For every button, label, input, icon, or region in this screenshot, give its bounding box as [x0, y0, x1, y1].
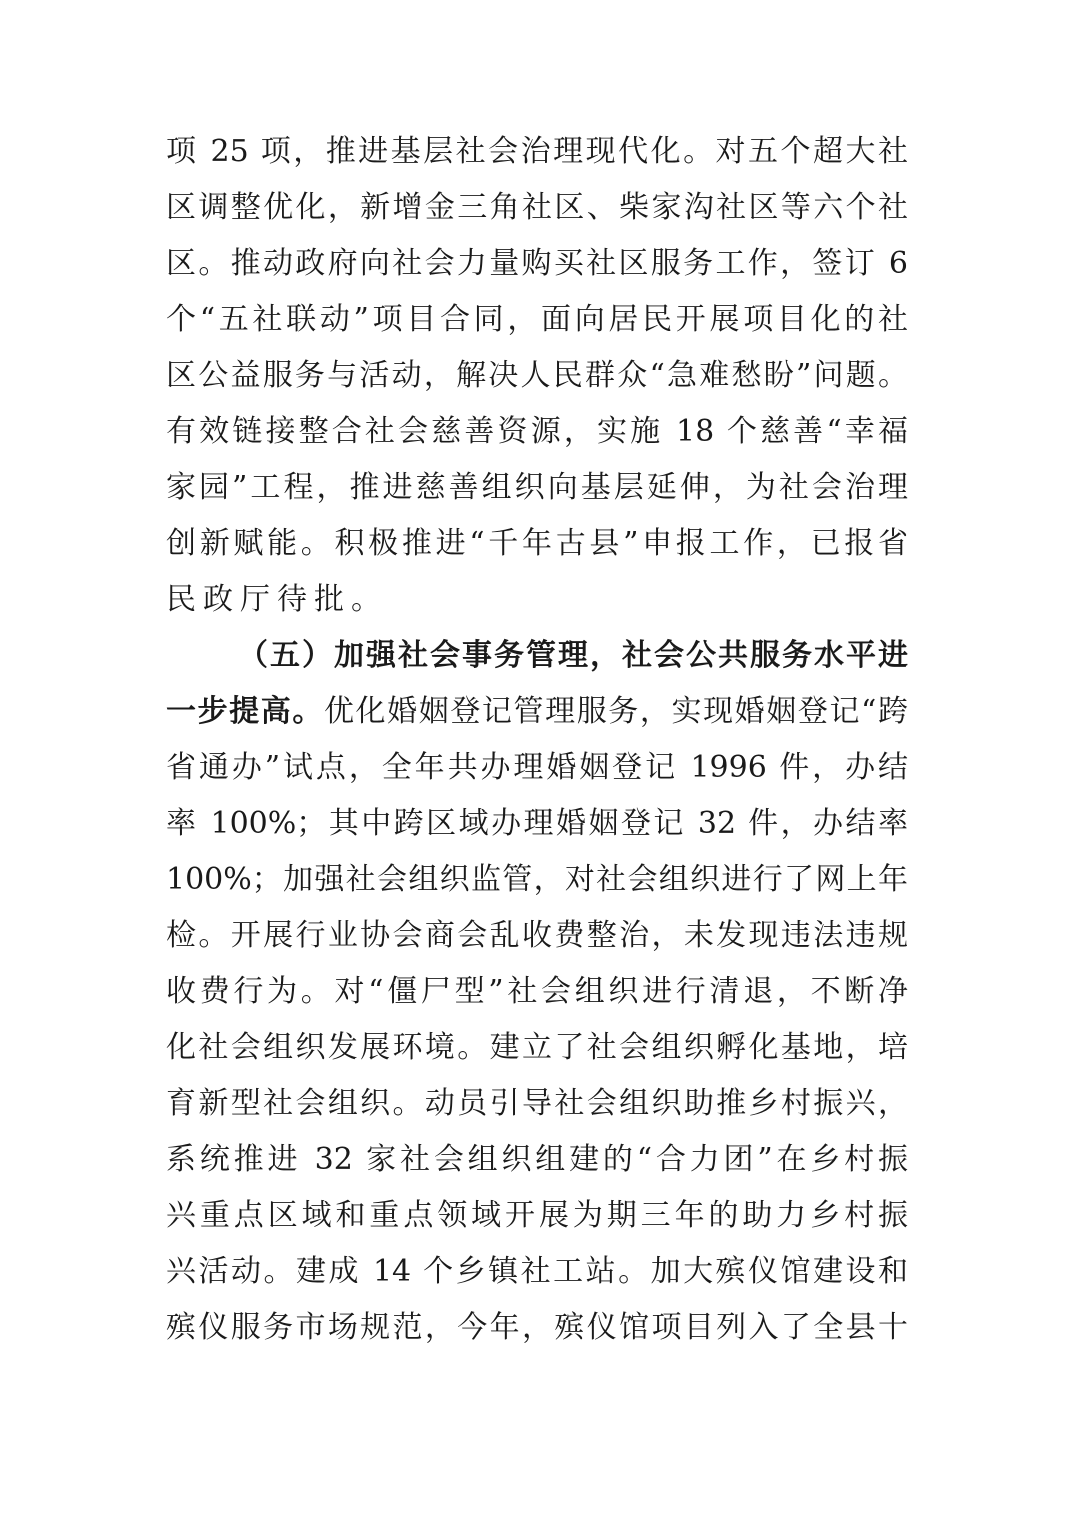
paragraph-line: 率 100%；其中跨区域办理婚姻登记 32 件，办结率 — [166, 806, 908, 841]
paragraph-line: 有效链接整合社会慈善资源，实施 18 个慈善“幸福 — [166, 414, 908, 449]
paragraph-line: 创新赋能。积极推进“千年古县”申报工作，已报省 — [166, 526, 908, 561]
paragraph-line-text: 优化婚姻登记管理服务，实现婚姻登记“跨 — [323, 694, 908, 729]
paragraph-line: 殡仪服务市场规范，今年，殡仪馆项目列入了全县十 — [166, 1310, 908, 1345]
section-heading-tail: 一步提高。 — [166, 694, 324, 729]
paragraph-line: 系统推进 32 家社会组织组建的“合力团”在乡村振 — [166, 1142, 908, 1177]
paragraph-line-mixed — [166, 692, 908, 732]
paragraph-line: 兴活动。建成 14 个乡镇社工站。加大殡仪馆建设和 — [166, 1254, 908, 1289]
paragraph-line: 民政厅待批。 — [166, 582, 388, 617]
section-heading: （五）加强社会事务管理，社会公共服务水平进 — [238, 638, 908, 673]
paragraph-line: 省通办”试点，全年共办理婚姻登记 1996 件，办结 — [166, 750, 908, 785]
paragraph-line: 检。开展行业协会商会乱收费整治，未发现违法违规 — [166, 918, 908, 953]
paragraph-line: 兴重点区域和重点领域开展为期三年的助力乡村振 — [166, 1198, 908, 1233]
paragraph-line: 区调整优化，新增金三角社区、柴家沟社区等六个社 — [166, 190, 908, 225]
paragraph-line: 区。推动政府向社会力量购买社区服务工作，签订 6 — [166, 246, 908, 281]
paragraph-line: 100%；加强社会组织监管，对社会组织进行了网上年 — [166, 862, 908, 897]
paragraph-line: 家园”工程，推进慈善组织向基层延伸，为社会治理 — [166, 470, 908, 505]
paragraph-line: 育新型社会组织。动员引导社会组织助推乡村振兴， — [166, 1086, 908, 1121]
paragraph-line: 个“五社联动”项目合同，面向居民开展项目化的社 — [166, 302, 908, 337]
paragraph-line: 化社会组织发展环境。建立了社会组织孵化基地，培 — [166, 1030, 908, 1065]
paragraph-line: 区公益服务与活动，解决人民群众“急难愁盼”问题。 — [166, 358, 908, 393]
paragraph-line: 项 25 项，推进基层社会治理现代化。对五个超大社 — [166, 134, 908, 169]
paragraph-line: 收费行为。对“僵尸型”社会组织进行清退，不断净 — [166, 974, 908, 1009]
